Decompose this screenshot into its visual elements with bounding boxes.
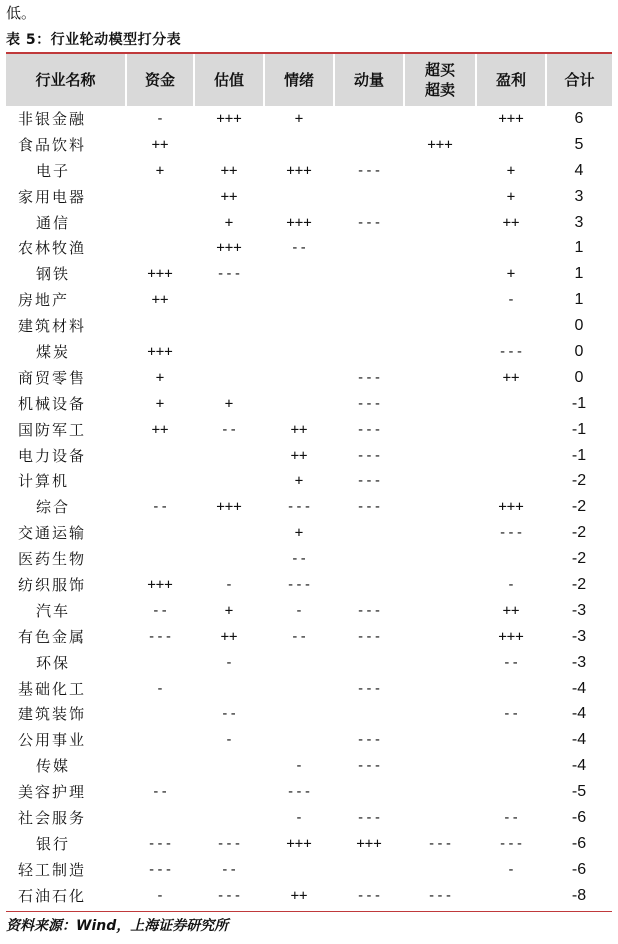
intro-text: 低。 [6,4,37,22]
cell-total: 1 [574,291,584,309]
cell-sentiment: - [294,758,304,775]
cell-sentiment [264,650,334,676]
cell-overbought [404,624,476,650]
cell-momentum [334,235,404,261]
cell-profit [476,132,546,158]
cell-sentiment: + [294,525,304,542]
cell-industry-name: 公用事业 [18,731,87,750]
cell-momentum: --- [356,628,382,645]
cell-total: 3 [574,187,584,205]
cell-capital: --- [147,628,173,645]
cell-total: -6 [571,808,587,826]
cell-sentiment [264,676,334,702]
cell-industry-name: 纺织服饰 [18,575,87,594]
header-overbought-line2: 超卖 [424,81,455,99]
cell-profit: -- [502,706,520,723]
header-profit: 盈利 [476,54,546,106]
cell-profit: - [506,292,516,309]
table-row [6,158,612,184]
cell-profit: -- [502,654,520,671]
cell-momentum: --- [356,758,382,775]
header-row [6,54,612,106]
cell-valuation [194,132,264,158]
cell-sentiment: -- [290,628,308,645]
cell-industry-name: 轻工制造 [18,860,87,879]
cell-overbought [404,753,476,779]
cell-industry-name: 非银金融 [18,109,87,128]
cell-industry-name: 银行 [36,834,71,853]
header-capital: 资金 [126,54,194,106]
cell-overbought [404,313,476,339]
cell-sentiment [264,339,334,365]
cell-valuation: -- [220,861,238,878]
cell-total: -1 [571,394,587,412]
cell-valuation: + [224,395,234,412]
cell-overbought [404,598,476,624]
cell-total: 6 [574,109,584,127]
cell-valuation: - [224,732,234,749]
cell-profit: ++ [502,602,520,619]
cell-total: 0 [574,317,584,335]
cell-momentum [334,287,404,313]
header-momentum: 动量 [334,54,404,106]
cell-profit: ++ [502,214,520,231]
cell-valuation [194,365,264,391]
cell-industry-name: 钢铁 [36,265,71,284]
cell-overbought [404,184,476,210]
cell-capital: - [155,887,165,904]
cell-industry-name: 建筑材料 [18,317,87,336]
cell-industry-name: 汽车 [36,601,71,620]
cell-momentum: --- [356,809,382,826]
cell-profit [476,468,546,494]
cell-valuation: --- [216,835,242,852]
cell-capital [126,753,194,779]
cell-momentum [334,261,404,287]
cell-valuation [194,313,264,339]
cell-overbought [404,158,476,184]
cell-overbought [404,235,476,261]
cell-momentum: --- [356,214,382,231]
cell-capital [126,520,194,546]
cell-profit: ++ [502,369,520,386]
cell-valuation [194,443,264,469]
table-body [6,106,612,909]
cell-valuation: - [224,654,234,671]
cell-overbought [404,857,476,883]
cell-capital [126,650,194,676]
cell-sentiment [264,313,334,339]
cell-momentum [334,106,404,132]
cell-industry-name: 医药生物 [18,550,87,569]
cell-capital: -- [151,784,169,801]
cell-momentum [334,184,404,210]
cell-total: -3 [571,653,587,671]
cell-momentum: --- [356,473,382,490]
cell-overbought [404,210,476,236]
cell-capital: -- [151,499,169,516]
cell-profit: +++ [498,628,524,645]
table-row [6,572,612,598]
cell-sentiment: - [294,602,304,619]
cell-overbought [404,287,476,313]
cell-profit: --- [498,343,524,360]
header-overbought-line1: 超买 [424,61,455,79]
cell-valuation [194,520,264,546]
table-row [6,417,612,443]
cell-valuation: -- [220,706,238,723]
cell-profit [476,883,546,909]
table-row [6,624,612,650]
cell-valuation: ++ [220,628,238,645]
cell-sentiment: ++ [290,421,308,438]
table-row [6,287,612,313]
cell-sentiment [264,727,334,753]
header-overbought [404,54,476,106]
cell-total: 1 [574,239,584,257]
cell-profit: + [506,162,516,179]
cell-capital [126,313,194,339]
cell-overbought [404,701,476,727]
cell-total: -1 [571,446,587,464]
cell-capital: -- [151,602,169,619]
cell-industry-name: 电力设备 [18,446,87,465]
cell-total: -4 [571,679,587,697]
cell-overbought [404,468,476,494]
cell-capital: - [155,110,165,127]
cell-capital [126,468,194,494]
cell-industry-name: 石油石化 [18,886,87,905]
table-row [6,132,612,158]
cell-profit: +++ [498,110,524,127]
cell-momentum [334,132,404,158]
table-container [6,54,612,909]
cell-industry-name: 商贸零售 [18,368,87,387]
cell-overbought [404,365,476,391]
cell-overbought [404,650,476,676]
table-row [6,701,612,727]
cell-total: -2 [571,498,587,516]
cell-total: 5 [574,135,584,153]
cell-capital: + [155,162,165,179]
cell-momentum: --- [356,447,382,464]
cell-total: -2 [571,472,587,490]
cell-overbought [404,546,476,572]
table-row [6,261,612,287]
cell-total: -6 [571,834,587,852]
cell-profit: --- [498,835,524,852]
cell-momentum: +++ [356,835,382,852]
cell-sentiment [264,184,334,210]
cell-sentiment: -- [290,240,308,257]
cell-sentiment [264,287,334,313]
table-row [6,753,612,779]
cell-profit [476,443,546,469]
cell-momentum [334,857,404,883]
cell-profit: --- [498,525,524,542]
table-row [6,443,612,469]
cell-industry-name: 社会服务 [18,808,87,827]
table-row [6,883,612,909]
cell-overbought [404,391,476,417]
cell-sentiment: -- [290,551,308,568]
cell-industry-name: 煤炭 [36,342,71,361]
cell-industry-name: 综合 [36,498,71,517]
cell-overbought [404,727,476,753]
cell-valuation: ++ [220,162,238,179]
cell-industry-name: 传媒 [36,757,71,776]
cell-capital: + [155,369,165,386]
cell-sentiment: + [294,473,304,490]
cell-total: -4 [571,731,587,749]
cell-profit [476,313,546,339]
cell-sentiment [264,365,334,391]
cell-overbought: --- [427,887,453,904]
cell-profit [476,235,546,261]
cell-valuation: +++ [216,499,242,516]
cell-capital: ++ [151,421,169,438]
cell-total: -3 [571,601,587,619]
cell-momentum: --- [356,395,382,412]
cell-total: -3 [571,627,587,645]
cell-profit: - [506,861,516,878]
cell-valuation: ++ [220,188,238,205]
cell-sentiment: ++ [290,447,308,464]
cell-profit: + [506,266,516,283]
cell-total: -1 [571,420,587,438]
cell-capital [126,210,194,236]
cell-overbought [404,339,476,365]
cell-valuation [194,753,264,779]
cell-sentiment: +++ [286,162,312,179]
cell-sentiment [264,132,334,158]
cell-valuation: -- [220,421,238,438]
cell-total: 0 [574,368,584,386]
table-row [6,468,612,494]
table-row [6,598,612,624]
cell-capital: --- [147,835,173,852]
cell-valuation [194,546,264,572]
cell-capital: --- [147,861,173,878]
cell-momentum [334,313,404,339]
cell-profit: +++ [498,499,524,516]
rotation-score-table [6,54,612,909]
cell-profit: -- [502,809,520,826]
cell-industry-name: 食品饮料 [18,135,87,154]
cell-overbought [404,106,476,132]
cell-overbought: +++ [427,136,453,153]
cell-overbought [404,779,476,805]
cell-valuation: + [224,214,234,231]
table-row [6,727,612,753]
cell-capital: - [155,680,165,697]
bottom-rule [6,911,612,912]
cell-sentiment: +++ [286,214,312,231]
table-row [6,546,612,572]
cell-sentiment: +++ [286,835,312,852]
cell-profit: - [506,576,516,593]
cell-valuation: +++ [216,240,242,257]
cell-sentiment: --- [286,784,312,801]
cell-total: -5 [571,783,587,801]
table-row [6,494,612,520]
cell-profit [476,546,546,572]
cell-momentum: --- [356,499,382,516]
cell-sentiment: - [294,809,304,826]
table-row [6,676,612,702]
cell-capital: +++ [147,343,173,360]
cell-momentum: --- [356,602,382,619]
cell-momentum: --- [356,369,382,386]
cell-valuation [194,468,264,494]
cell-momentum [334,520,404,546]
table-caption: 表 5：行业轮动模型打分表 [6,32,182,48]
cell-valuation [194,287,264,313]
cell-overbought: --- [427,835,453,852]
header-valuation: 估值 [194,54,264,106]
cell-industry-name: 家用电器 [18,187,87,206]
table-row [6,805,612,831]
cell-capital [126,184,194,210]
table-row [6,520,612,546]
table-row [6,650,612,676]
header-industry: 行业名称 [6,54,126,106]
table-row [6,391,612,417]
table-row [6,831,612,857]
cell-momentum [334,339,404,365]
cell-overbought [404,443,476,469]
table-row [6,210,612,236]
cell-overbought [404,572,476,598]
cell-profit [476,753,546,779]
cell-total: -4 [571,757,587,775]
cell-capital [126,727,194,753]
cell-overbought [404,417,476,443]
cell-industry-name: 建筑装饰 [18,705,87,724]
cell-capital [126,443,194,469]
cell-valuation: --- [216,887,242,904]
cell-sentiment: + [294,110,304,127]
cell-momentum: --- [356,162,382,179]
cell-valuation: - [224,576,234,593]
cell-valuation [194,779,264,805]
cell-industry-name: 房地产 [18,291,70,310]
cell-total: 4 [574,161,584,179]
cell-capital [126,701,194,727]
cell-momentum: --- [356,421,382,438]
cell-profit: + [506,188,516,205]
cell-industry-name: 国防军工 [18,420,87,439]
cell-profit [476,676,546,702]
cell-industry-name: 美容护理 [18,783,87,802]
cell-valuation [194,805,264,831]
cell-momentum [334,650,404,676]
cell-industry-name: 基础化工 [18,679,87,698]
cell-total: -6 [571,860,587,878]
cell-overbought [404,805,476,831]
cell-industry-name: 机械设备 [18,394,87,413]
cell-profit [476,779,546,805]
cell-overbought [404,261,476,287]
cell-profit [476,727,546,753]
cell-valuation [194,676,264,702]
cell-overbought [404,676,476,702]
cell-momentum [334,546,404,572]
cell-valuation [194,339,264,365]
cell-total: -2 [571,575,587,593]
table-row [6,184,612,210]
cell-capital [126,235,194,261]
source-note: 资料来源：Wind，上海证券研究所 [6,918,229,934]
cell-capital: +++ [147,576,173,593]
cell-industry-name: 环保 [36,653,71,672]
cell-capital: + [155,395,165,412]
cell-overbought [404,520,476,546]
cell-industry-name: 电子 [36,161,71,180]
cell-total: 3 [574,213,584,231]
cell-total: -2 [571,524,587,542]
cell-sentiment [264,391,334,417]
cell-profit [476,391,546,417]
cell-sentiment [264,701,334,727]
table-row [6,235,612,261]
cell-industry-name: 农林牧渔 [18,239,87,258]
cell-industry-name: 有色金属 [18,627,87,646]
cell-momentum [334,572,404,598]
table-row [6,365,612,391]
cell-momentum: --- [356,732,382,749]
cell-total: 0 [574,342,584,360]
cell-capital: +++ [147,266,173,283]
cell-sentiment [264,857,334,883]
header-total: 合计 [546,54,612,106]
cell-industry-name: 计算机 [18,472,70,491]
cell-capital: ++ [151,136,169,153]
cell-valuation: --- [216,266,242,283]
table-row [6,106,612,132]
cell-valuation: +++ [216,110,242,127]
cell-valuation: + [224,602,234,619]
cell-sentiment: ++ [290,887,308,904]
cell-industry-name: 通信 [36,213,71,232]
header-sentiment: 情绪 [264,54,334,106]
cell-capital [126,805,194,831]
cell-sentiment: --- [286,576,312,593]
cell-momentum [334,779,404,805]
cell-profit [476,417,546,443]
cell-momentum: --- [356,680,382,697]
cell-sentiment [264,261,334,287]
cell-total: 1 [574,265,584,283]
cell-capital [126,546,194,572]
cell-total: -2 [571,550,587,568]
cell-overbought [404,494,476,520]
table-row [6,779,612,805]
table-row [6,339,612,365]
cell-total: -8 [571,886,587,904]
cell-momentum: --- [356,887,382,904]
cell-sentiment: --- [286,499,312,516]
cell-industry-name: 交通运输 [18,524,87,543]
cell-capital: ++ [151,292,169,309]
cell-total: -4 [571,705,587,723]
cell-momentum [334,701,404,727]
table-row [6,857,612,883]
table-row [6,313,612,339]
